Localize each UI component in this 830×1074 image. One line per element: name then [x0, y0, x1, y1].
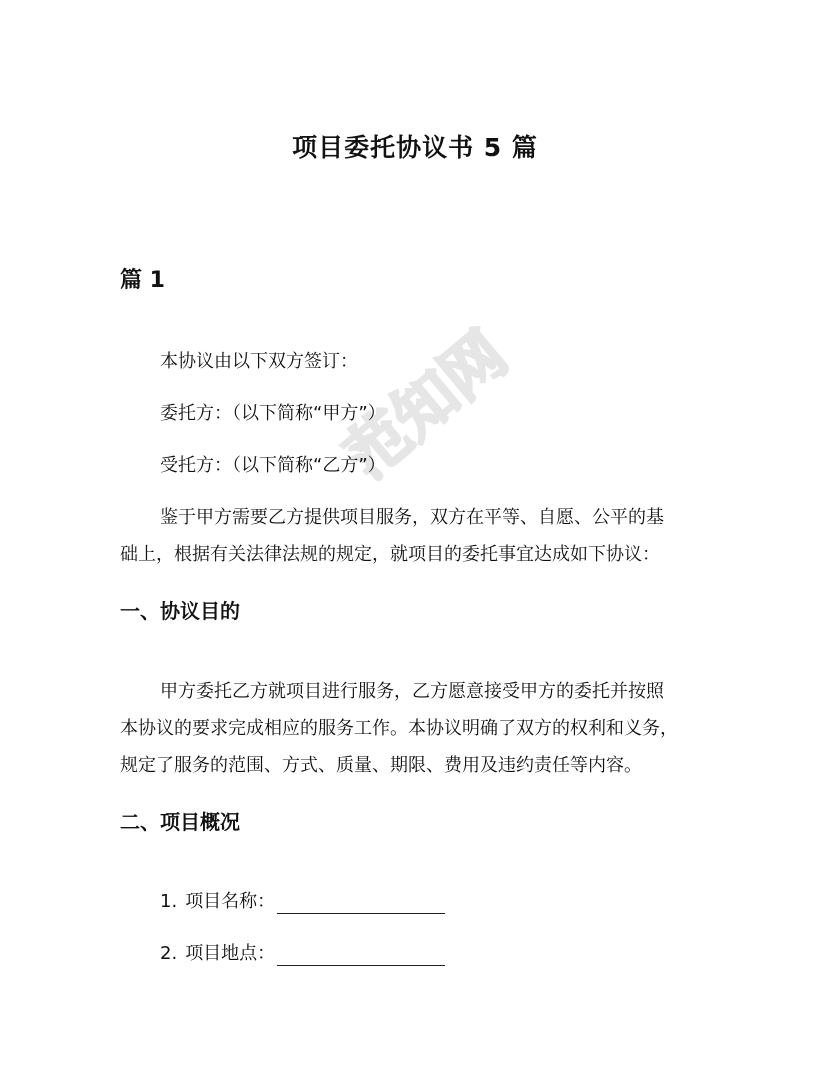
chapter-heading: 篇 1 [120, 268, 165, 293]
watermark-text: 范知网 [331, 317, 521, 493]
list-item-label: 项目地点： [185, 943, 276, 964]
list-item-number: 1. [160, 891, 178, 912]
purpose-line-2: 本协议的要求完成相应的服务工作。本协议明确了双方的权利和义务， [120, 718, 678, 739]
paragraph-signing-parties: 本协议由以下双方签订： [160, 351, 358, 372]
paragraph-whereas-line-1: 鉴于甲方需要乙方提供项目服务，双方在平等、自愿、公平的基 [160, 507, 664, 528]
project-location-blank-field[interactable] [277, 947, 445, 966]
list-item-label: 项目名称： [185, 891, 276, 912]
document-title: 项目委托协议书 5 篇 [292, 133, 538, 162]
list-item-project-name [160, 890, 445, 914]
purpose-line-1: 甲方委托乙方就项目进行服务，乙方愿意接受甲方的委托并按照 [160, 681, 664, 702]
list-item-project-location [160, 942, 445, 966]
section-heading-overview: 二、项目概况 [120, 810, 240, 834]
paragraph-whereas-line-2: 础上，根据有关法律法规的规定，就项目的委托事宜达成如下协议： [120, 544, 660, 565]
project-name-blank-field[interactable] [277, 895, 445, 914]
purpose-line-3: 规定了服务的范围、方式、质量、期限、费用及违约责任等内容。 [120, 755, 642, 776]
list-item-number: 2. [160, 943, 178, 964]
section-heading-purpose: 一、协议目的 [120, 599, 240, 623]
paragraph-client-party: 委托方：（以下简称“甲方”） [160, 403, 386, 424]
paragraph-contractor-party: 受托方：（以下简称“乙方”） [160, 455, 386, 476]
